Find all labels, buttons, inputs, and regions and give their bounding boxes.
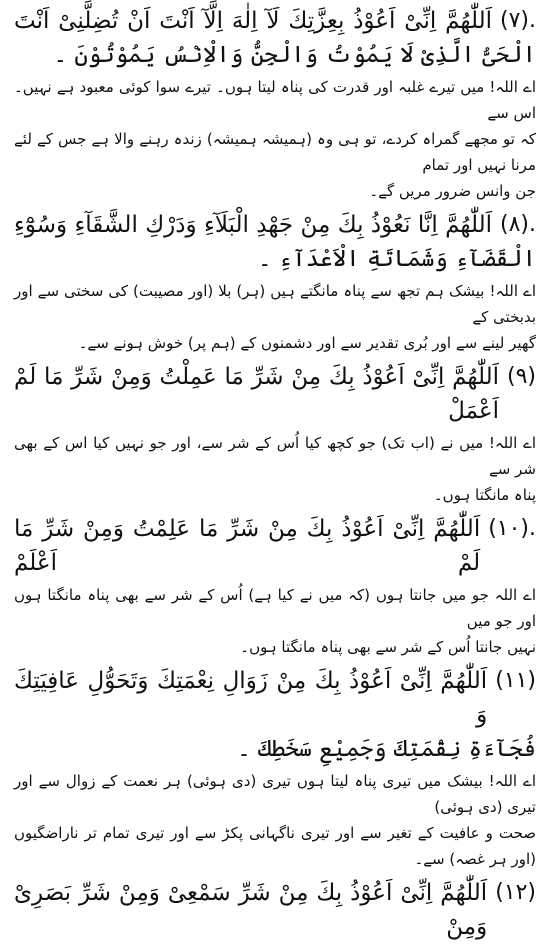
arabic-line: اَللّٰهُمَّ اِنِّیْ اَعُوْذُ بِعِزَّتِكَ لَآ اِلٰهَ اِلَّآ اَنْتَ اَنْ تُضِلَّنِیْ اَنْتَ xyxy=(14,8,493,34)
urdu-line: اے اللہ! میں نے (اب تک) جو کچھ کیا اُس کے شر سے، اور جو نہیں کیا اس کے بھی شر سے xyxy=(14,434,536,478)
arabic-line: الْقَضَآءِ وَشَمَاتَةِ الْاَعْدَآءِ ۔ xyxy=(258,246,536,272)
arabic-line: اَللّٰهُمَّ اِنِّیْ اَعُوْذُ بِكَ مِنْ شَرِّ سَمْعِیْ وَمِنْ شَرِّ بَصَرِیْ وَمِنْ xyxy=(14,880,488,940)
urdu-line: اے اللہ! بیشک ہم تجھ سے پناہ مانگتے ہیں (ہر) بلا (اور مصیبت) کی سختی سے اور بدبختی کے xyxy=(14,282,536,326)
entry-number: (۸). xyxy=(500,212,536,237)
arabic-block xyxy=(14,512,536,580)
arabic-line: اَللّٰهُمَّ اِنِّیْ اَعُوْذُ بِكَ مِنْ زَوَالِ نِعْمَتِكَ وَتَحَوُّلِ عَافِیَتِكَ وَ xyxy=(14,668,488,728)
arabic-line: فُجَآءَةِ نِقْمَتِكَ وَجَمِیْعِ سَخَطِكَ ۔ xyxy=(237,736,536,762)
entry-number: (۱۱) xyxy=(495,668,536,693)
arabic-block xyxy=(14,876,536,944)
dua-entry-11 xyxy=(14,664,536,872)
arabic-block xyxy=(14,4,536,38)
urdu-line: نہیں جانتا اُس کے شر سے بھی پناہ مانگتا ہوں۔ xyxy=(240,638,536,656)
urdu-line: جن وانس ضرور مریں گے۔ xyxy=(369,182,536,200)
urdu-translation xyxy=(14,74,536,204)
urdu-line: اے اللہ جو میں جانتا ہوں (کہ میں نے کیا ہے) اُس کے شر سے بھی پناہ مانگتا ہوں اور جو میں xyxy=(14,586,536,630)
urdu-line: گھیر لینے سے اور بُری تقدیر سے اور دشمنوں کے (ہم پر) خوش ہونے سے۔ xyxy=(78,334,536,352)
urdu-line: صحت و عافیت کے تغیر سے اور تیری ناگہانی پکڑ سے اور تیری تمام تر ناراضگیوں (اور ہر غصہ) سے۔ xyxy=(14,824,536,868)
dua-entry-12 xyxy=(14,876,536,944)
dua-entry-9 xyxy=(14,360,536,508)
entry-number: (۹) xyxy=(507,364,536,389)
arabic-line: الْحَیُّ الَّذِیْ لَا یَمُوْتُ وَالْجِنُّ وَالْاِنْسُ یَمُوْتُوْنَ ۔ xyxy=(53,42,536,68)
urdu-line: اے اللہ! میں تیرے غلبہ اور قدرت کی پناہ لیتا ہوں۔ تیرے سوا کوئی معبود ہے نہیں۔ اس سے xyxy=(14,78,536,122)
arabic-line: اَللّٰهُمَّ اِنِّیْ اَعُوْذُ بِكَ مِنْ شَرِّ مَا عَمِلْتُ وَمِنْ شَرِّ مَا لَمْ اَعْمَلْ xyxy=(14,364,500,424)
urdu-translation xyxy=(14,768,536,872)
arabic-block xyxy=(14,360,536,428)
dua-entry-8 xyxy=(14,208,536,356)
urdu-line: پناہ مانگتا ہوں۔ xyxy=(433,486,536,504)
urdu-translation xyxy=(14,582,536,660)
arabic-line: اَللّٰهُمَّ اِنِّیْ اَعُوْذُ بِكَ مِنْ شَرِّ مَا عَلِمْتُ وَمِنْ شَرِّ مَا لَمْ اَعْلَمْ xyxy=(14,516,481,576)
entry-number: (۱۰). xyxy=(488,516,536,541)
arabic-block xyxy=(14,664,536,732)
dua-entry-10 xyxy=(14,512,536,660)
urdu-line: کہ تو مجھے گمراہ کردے، تو ہی وہ (ہمیشہ ہمیشہ) زندہ رہنے والا ہے جس کے لئے مرنا نہیں اور تمام xyxy=(14,130,536,174)
arabic-line: اَللّٰهُمَّ اِنَّا نَعُوْذُ بِكَ مِنْ جَهْدِ الْبَلَآءِ وَدَرْكِ الشَّقَآءِ وَسُوْٓءِ xyxy=(14,212,493,238)
arabic-block xyxy=(14,208,536,242)
urdu-line: اے اللہ! بیشک میں تیری پناہ لیتا ہوں تیری (دی ہوئی) ہر نعمت کے زوال سے اور تیری (دی ہوئی) xyxy=(14,772,536,816)
dua-entry-7 xyxy=(14,4,536,204)
entry-number: (۷). xyxy=(500,8,536,33)
urdu-translation xyxy=(14,278,536,356)
urdu-translation xyxy=(14,430,536,508)
entry-number: (۱۲) xyxy=(495,880,536,905)
